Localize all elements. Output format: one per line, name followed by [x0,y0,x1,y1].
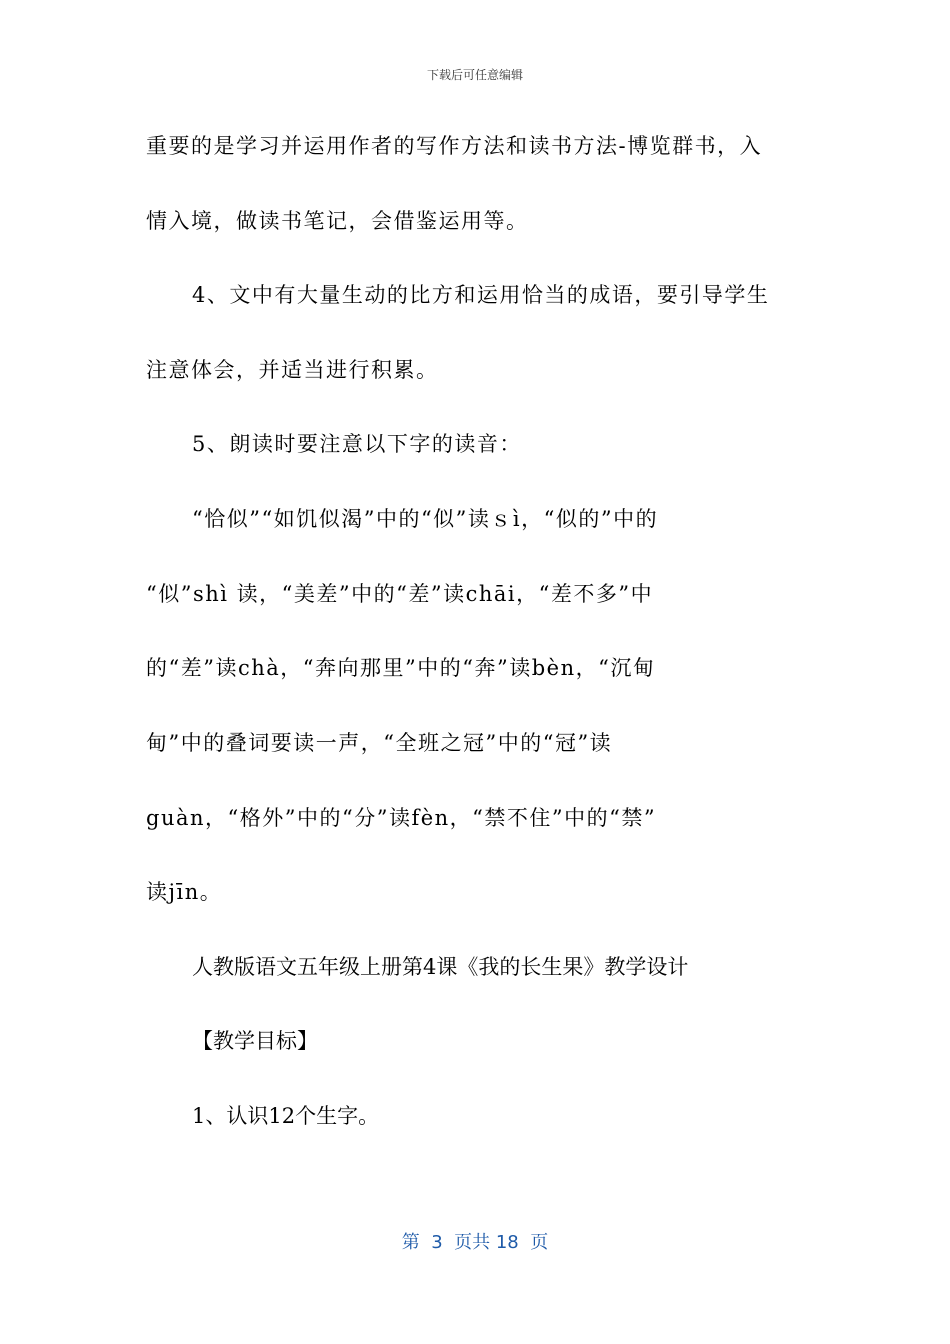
body-line-3: 4、文中有大量生动的比方和运用恰当的成语，要引导学生 [192,283,770,307]
section-title: 人教版语文五年级上册第4课《我的长生果》教学设计 [192,955,689,979]
body-line-6: “恰似”“如饥似渴”中的“似”读ｓì，“似的”中的 [192,507,659,531]
teaching-goals-heading: 【教学目标】 [192,1029,318,1053]
body-line-1: 重要的是学习并运用作者的写作方法和读书方法-博览群书，入 [146,134,763,158]
body-line-4: 注意体会，并适当进行积累。 [146,358,439,382]
body-line-5: 5、朗读时要注意以下字的读音： [192,432,522,456]
goal-item-1: 1、认识12个生字。 [192,1104,380,1128]
body-line-8: 的“差”读chà，“奔向那里”中的“奔”读bèn，“沉甸 [146,656,656,680]
page-header-note: 下载后可任意编辑 [426,68,523,82]
body-line-10: guàn，“格外”中的“分”读fèn，“禁不住”中的“禁” [146,806,657,830]
page-footer-number: 第 3 页共 18 页 [401,1232,549,1253]
body-line-7: “似”shì 读，“美差”中的“差”读chāi，“差不多”中 [146,582,654,606]
body-line-11: 读jīn。 [146,880,223,904]
body-line-9: 甸”中的叠词要读一声，“全班之冠”中的“冠”读 [146,731,613,755]
body-line-2: 情入境，做读书笔记，会借鉴运用等。 [146,209,529,233]
